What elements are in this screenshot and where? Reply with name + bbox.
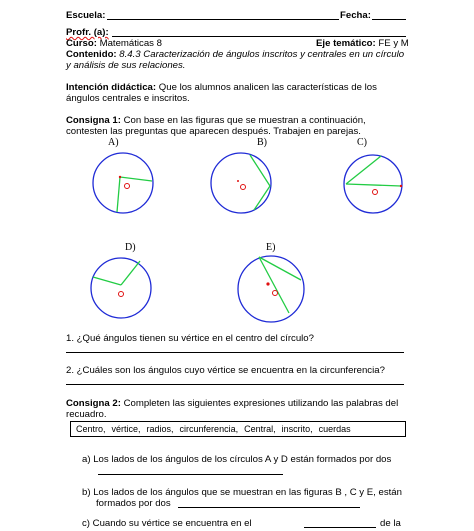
figure-d-circle — [91, 258, 151, 318]
eje-row — [316, 38, 409, 50]
figure-b-circle-diagram — [208, 150, 274, 216]
word-box-item: Central, — [244, 423, 276, 434]
item-c-end: de la — [380, 518, 401, 529]
word-box-item: cuerdas — [318, 423, 351, 434]
figure-a-center-mark — [125, 184, 130, 189]
consigna1-line2: contesten las preguntas que aparecen después. Trabajen en parejas. — [66, 126, 361, 137]
figure-c-center-mark — [373, 190, 378, 195]
figure-d-circle-diagram — [88, 255, 154, 321]
figure-c-chord-2 — [346, 184, 401, 186]
consigna1-row — [66, 115, 408, 127]
escuela-blank[interactable] — [107, 19, 339, 20]
item-c-start: c) Cuando su vértice se encuentra en el — [82, 518, 252, 529]
consigna2-row — [66, 398, 408, 410]
item-b-blank[interactable] — [178, 507, 360, 508]
figure-e-circle — [238, 256, 304, 322]
word-box-item: radios, — [146, 423, 174, 434]
figure-c-circle-diagram — [341, 152, 405, 216]
item-a: a) Los lados de los ángulos de los círculos A y D están formados por dos — [82, 454, 392, 465]
figure-e-center-mark — [273, 291, 278, 296]
figure-a-radius-2 — [117, 177, 120, 212]
contenido-label: Contenido: — [66, 49, 117, 60]
consigna1-line1: Con base en las figuras que se muestran a continuación, — [123, 115, 366, 126]
figure-d-radius-1 — [121, 261, 140, 285]
curso-row — [66, 38, 162, 50]
contenido-line1: 8.4.3 Caracterización de ángulos inscritos y centrales en un círculo — [119, 49, 405, 60]
word-box-item: circunferencia, — [179, 423, 239, 434]
item-a-blank[interactable] — [98, 474, 283, 475]
escuela-label: Escuela: — [66, 10, 106, 21]
intencion-row — [66, 82, 408, 94]
profr-label: Profr. (a): — [66, 27, 109, 38]
question-2-answer-line[interactable] — [66, 384, 404, 385]
intencion-label: Intención didáctica: — [66, 82, 157, 93]
consigna2-line1: Completen las siguientes expresiones utilizando las palabras del — [123, 398, 399, 409]
word-box-item: Centro, — [76, 423, 106, 434]
intencion-line1: Que los alumnos analicen las características de los — [158, 82, 377, 93]
word-box-item: inscrito, — [281, 423, 313, 434]
fecha-blank[interactable] — [372, 19, 406, 20]
word-box — [70, 421, 406, 437]
figure-b-center-mark — [241, 185, 246, 190]
figure-label-c: C) — [357, 137, 367, 148]
eje-value: FE y M — [378, 38, 409, 49]
question-2: 2. ¿Cuáles son los ángulos cuyo vértice se encuentra en la circunferencia? — [66, 365, 385, 376]
profr-blank[interactable] — [112, 36, 406, 37]
figure-label-e: E) — [266, 242, 276, 253]
figure-label-a: A) — [108, 137, 119, 148]
figure-d-center-mark — [119, 292, 124, 297]
figure-a-circle — [93, 153, 153, 213]
item-b-line1: b) Los lados de los ángulos que se muestran en las figuras B , C y E, están — [82, 487, 402, 498]
contenido-row — [66, 49, 411, 61]
figure-label-d: D) — [125, 242, 136, 253]
consigna2-line2: recuadro. — [66, 409, 107, 420]
figure-e-circle-diagram — [235, 253, 307, 325]
figure-b-dot — [237, 180, 239, 182]
figure-d-radius-2 — [93, 277, 121, 285]
curso-value: Matemáticas 8 — [99, 38, 162, 49]
consigna2-label: Consigna 2: — [66, 398, 121, 409]
question-1-answer-line[interactable] — [66, 352, 404, 353]
intencion-line2: ángulos centrales e inscritos. — [66, 93, 190, 104]
figure-b-circle — [211, 153, 271, 213]
figure-a-radius-1 — [120, 177, 152, 181]
figure-e-dot — [266, 282, 269, 285]
consigna1-label: Consigna 1: — [66, 115, 121, 126]
contenido-line2: y análisis de sus relaciones. — [66, 60, 186, 71]
figure-c-chord-1 — [346, 156, 381, 184]
figure-c-dot — [400, 185, 402, 187]
item-c-blank[interactable] — [304, 527, 376, 528]
figure-a-vertex-dot — [119, 176, 121, 178]
question-1: 1. ¿Qué ángulos tienen su vértice en el centro del círculo? — [66, 333, 314, 344]
figure-a-circle-diagram — [90, 150, 156, 216]
word-box-item: vértice, — [111, 423, 141, 434]
item-b-line2: formados por dos — [96, 498, 171, 509]
figure-label-b: B) — [257, 137, 267, 148]
curso-label: Curso: — [66, 38, 97, 49]
eje-label: Eje temático: — [316, 38, 376, 49]
fecha-label: Fecha: — [340, 10, 371, 21]
